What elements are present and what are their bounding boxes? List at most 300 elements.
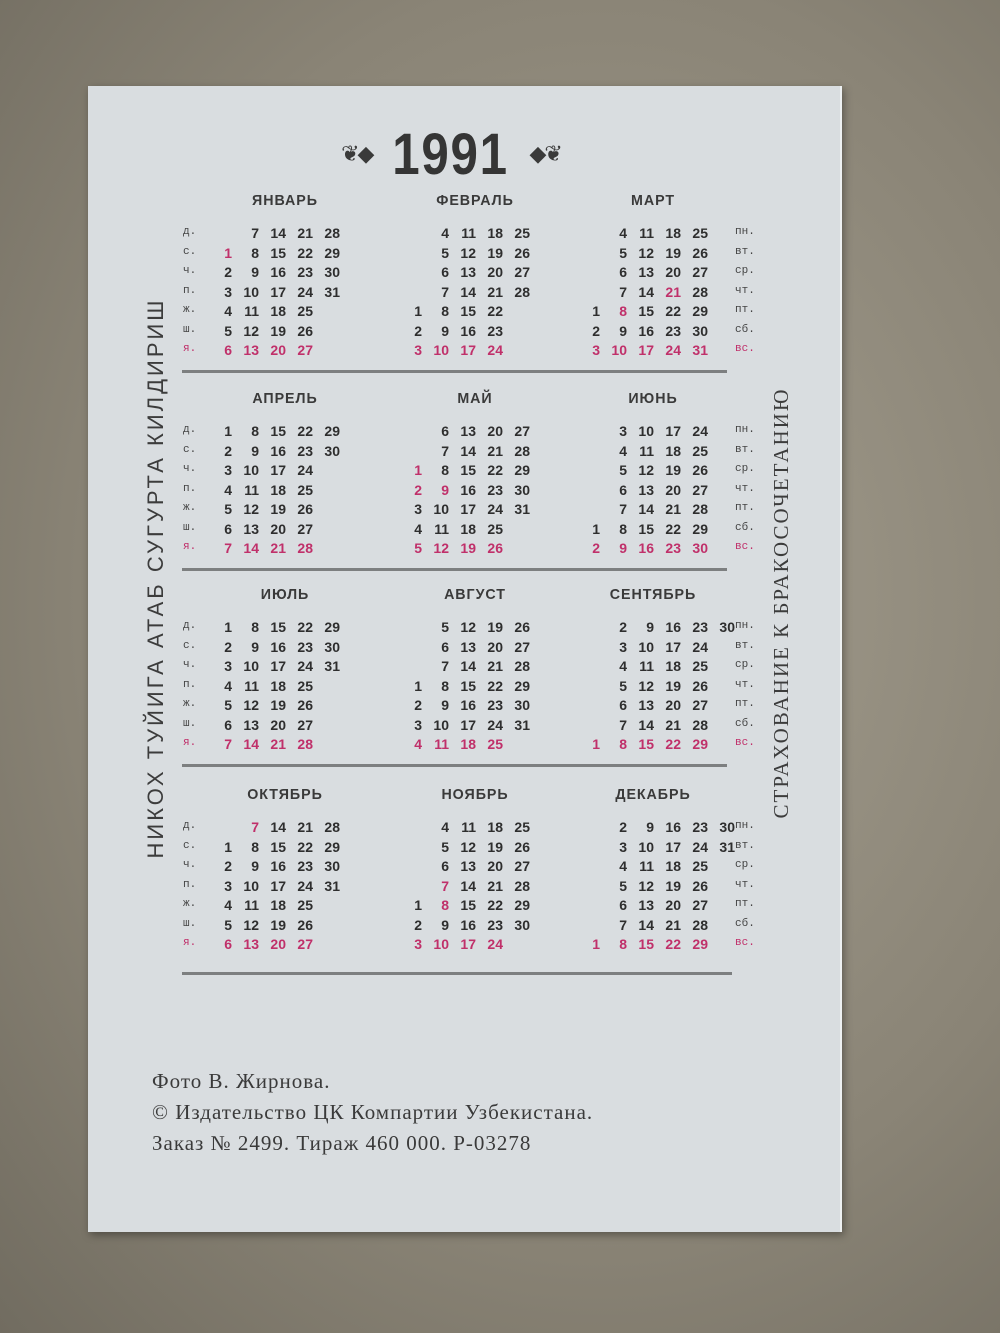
day-cell: 1 <box>224 244 232 261</box>
day-cell: 30 <box>324 858 340 874</box>
quarter-divider <box>182 370 727 373</box>
weekday-label: ч. <box>183 463 197 475</box>
weekday-label: вт. <box>735 245 755 258</box>
year-title: 1991 <box>392 121 510 187</box>
day-cell: 21 <box>665 283 681 300</box>
day-cell: 6 <box>224 342 232 358</box>
day-cell: 21 <box>487 658 503 674</box>
day-cell: 7 <box>224 540 232 556</box>
day-cell: 9 <box>646 619 654 635</box>
day-cell: 18 <box>665 225 681 241</box>
day-cell: 22 <box>297 619 313 635</box>
day-cell: 21 <box>665 916 681 933</box>
weekday-label: с. <box>183 245 197 258</box>
day-cell: 11 <box>639 442 654 459</box>
day-cell: 25 <box>487 520 503 537</box>
weekday-label: ш. <box>183 917 197 930</box>
weekday-label: вс. <box>735 937 755 949</box>
weekday-label: ср. <box>735 463 755 475</box>
day-cell: 3 <box>414 936 422 952</box>
day-cell: 10 <box>638 423 654 439</box>
day-cell: 19 <box>665 677 681 694</box>
day-cell: 15 <box>638 936 654 952</box>
day-cell: 26 <box>297 916 313 933</box>
weekday-label: ч. <box>183 859 197 871</box>
day-cell: 9 <box>646 819 654 835</box>
day-cell: 12 <box>638 677 654 694</box>
day-cell: 8 <box>619 520 627 537</box>
day-cell: 25 <box>514 819 530 835</box>
day-cell: 4 <box>441 819 449 835</box>
day-cell: 20 <box>270 936 286 952</box>
day-cell: 4 <box>414 520 422 537</box>
day-cell: 7 <box>619 916 627 933</box>
day-cell: 1 <box>592 520 600 537</box>
day-cell: 23 <box>297 264 313 280</box>
day-cell: 2 <box>592 322 600 339</box>
day-cell: 5 <box>619 677 627 694</box>
day-cell: 6 <box>441 264 449 280</box>
weekday-labels-ru <box>735 421 757 558</box>
day-cell: 2 <box>224 858 232 874</box>
day-cell: 13 <box>638 481 654 498</box>
day-cell: 7 <box>251 819 259 835</box>
day-cell: 9 <box>619 540 627 556</box>
day-cell: 25 <box>297 303 313 319</box>
day-cell: 10 <box>433 342 449 358</box>
day-cell: 5 <box>619 244 627 261</box>
day-cell: 10 <box>433 716 449 733</box>
day-cell: 18 <box>460 520 476 537</box>
day-cell: 15 <box>460 303 476 319</box>
order-line: Заказ № 2499. Тираж 460 000. Р-03278 <box>152 1131 532 1155</box>
day-cell: 19 <box>487 619 503 635</box>
month-block <box>400 190 550 358</box>
day-cell: 3 <box>224 462 232 478</box>
day-cell: 9 <box>441 481 449 498</box>
day-cell: 20 <box>665 481 681 498</box>
day-cell: 24 <box>297 283 313 300</box>
day-cell: 3 <box>224 658 232 674</box>
day-cell: 23 <box>665 322 681 339</box>
month-name: МАРТ <box>631 192 675 209</box>
weekday-label: ж. <box>183 502 197 514</box>
day-cell: 15 <box>270 423 286 439</box>
day-cell: 29 <box>324 838 340 855</box>
day-cell: 12 <box>460 838 476 855</box>
day-cell: 24 <box>487 716 503 733</box>
weekday-label: сб. <box>735 323 755 336</box>
day-cell: 11 <box>434 736 449 752</box>
day-cell: 5 <box>441 244 449 261</box>
day-cell: 12 <box>243 916 259 933</box>
day-cell: 15 <box>270 619 286 635</box>
day-cell: 3 <box>414 501 422 517</box>
day-cell: 11 <box>639 225 654 241</box>
day-cell: 3 <box>224 283 232 300</box>
day-cell: 30 <box>514 697 530 713</box>
day-cell: 18 <box>270 677 286 694</box>
day-cell: 17 <box>665 638 681 655</box>
day-cell: 26 <box>514 619 530 635</box>
weekday-label: чт. <box>735 878 755 891</box>
day-cell: 20 <box>270 520 286 537</box>
day-cell: 5 <box>224 501 232 517</box>
day-cell: 21 <box>270 736 286 752</box>
day-cell: 25 <box>692 442 708 459</box>
day-cell: 2 <box>224 638 232 655</box>
day-cell: 26 <box>692 244 708 261</box>
day-cell: 25 <box>514 225 530 241</box>
weekday-label: п. <box>183 482 197 495</box>
day-cell: 22 <box>665 936 681 952</box>
day-cell: 19 <box>270 916 286 933</box>
day-cell: 4 <box>414 736 422 752</box>
day-cell: 18 <box>270 303 286 319</box>
day-cell: 29 <box>514 897 530 913</box>
weekday-label: вт. <box>735 839 755 852</box>
day-cell: 16 <box>460 697 476 713</box>
month-block <box>578 388 728 556</box>
day-cell: 6 <box>619 897 627 913</box>
weekday-label: вс. <box>735 541 755 553</box>
day-cell: 22 <box>487 462 503 478</box>
day-cell: 21 <box>297 225 313 241</box>
day-cell: 28 <box>324 225 340 241</box>
day-cell: 31 <box>324 658 340 674</box>
day-cell: 14 <box>638 501 654 517</box>
day-cell: 25 <box>297 897 313 913</box>
day-cell: 16 <box>460 481 476 498</box>
weekday-label: чт. <box>735 678 755 691</box>
day-cell: 31 <box>692 342 708 358</box>
day-cell: 14 <box>460 877 476 894</box>
day-cell: 6 <box>619 481 627 498</box>
day-cell: 26 <box>297 501 313 517</box>
weekday-label: пт. <box>735 502 755 514</box>
day-cell: 15 <box>638 520 654 537</box>
weekday-labels-ru <box>735 817 757 954</box>
day-cell: 8 <box>441 462 449 478</box>
weekday-label: ср. <box>735 265 755 277</box>
day-cell: 6 <box>224 520 232 537</box>
day-cell: 5 <box>619 462 627 478</box>
weekday-label: п. <box>183 284 197 297</box>
day-cell: 11 <box>244 897 259 913</box>
day-cell: 9 <box>441 322 449 339</box>
month-block <box>210 784 360 952</box>
day-cell: 27 <box>692 697 708 713</box>
day-cell: 1 <box>592 736 600 752</box>
day-cell: 10 <box>243 658 259 674</box>
day-cell: 21 <box>270 540 286 556</box>
day-cell: 15 <box>460 897 476 913</box>
weekday-label: д. <box>183 620 197 632</box>
day-cell: 26 <box>692 877 708 894</box>
day-cell: 29 <box>514 677 530 694</box>
day-cell: 22 <box>487 897 503 913</box>
weekday-label: д. <box>183 424 197 436</box>
day-cell: 17 <box>460 342 476 358</box>
day-cell: 12 <box>638 877 654 894</box>
day-cell: 29 <box>514 462 530 478</box>
day-cell: 23 <box>487 916 503 933</box>
day-cell: 22 <box>487 303 503 319</box>
weekday-label: пн. <box>735 226 755 238</box>
day-cell: 15 <box>270 838 286 855</box>
day-cell: 22 <box>665 303 681 319</box>
day-cell: 27 <box>297 342 313 358</box>
day-cell: 11 <box>434 520 449 537</box>
day-cell: 15 <box>638 736 654 752</box>
day-cell: 20 <box>487 638 503 655</box>
day-cell: 7 <box>251 225 259 241</box>
day-cell: 26 <box>514 244 530 261</box>
month-block <box>578 190 728 358</box>
day-cell: 5 <box>224 697 232 713</box>
photo-credit: Фото В. Жирнова. <box>152 1069 331 1093</box>
side-caption-uzbek: НИКОХ ТУЙИГА АТАБ СУГУРТА КИЛДИРИШ <box>143 297 168 859</box>
publisher-line: © Издательство ЦК Компартии Узбекистана. <box>152 1100 594 1124</box>
day-cell: 4 <box>224 897 232 913</box>
day-cell: 7 <box>441 877 449 894</box>
day-cell: 10 <box>611 342 627 358</box>
day-cell: 20 <box>665 264 681 280</box>
day-cell: 27 <box>514 858 530 874</box>
ornament-left-icon: ❦◆ <box>341 141 373 166</box>
weekday-label: п. <box>183 878 197 891</box>
side-caption-russian: СТРАХОВАНИЕ К БРАКОСОЧЕТАНИЮ <box>769 387 793 819</box>
day-cell: 12 <box>243 697 259 713</box>
day-cell: 17 <box>460 936 476 952</box>
day-cell: 2 <box>414 481 422 498</box>
day-cell: 28 <box>692 916 708 933</box>
day-cell: 28 <box>692 501 708 517</box>
day-cell: 1 <box>224 619 232 635</box>
day-cell: 11 <box>461 225 476 241</box>
quarter-divider <box>182 764 727 767</box>
day-cell: 10 <box>638 638 654 655</box>
day-cell: 8 <box>619 936 627 952</box>
day-cell: 8 <box>441 677 449 694</box>
month-block <box>400 784 550 952</box>
weekday-label: чт. <box>735 482 755 495</box>
day-cell: 24 <box>665 342 681 358</box>
day-cell: 12 <box>243 322 259 339</box>
day-cell: 6 <box>441 858 449 874</box>
day-cell: 29 <box>692 520 708 537</box>
day-cell: 15 <box>460 677 476 694</box>
day-cell: 3 <box>224 877 232 894</box>
day-cell: 27 <box>297 520 313 537</box>
weekday-label: пт. <box>735 304 755 316</box>
day-cell: 31 <box>324 877 340 894</box>
weekday-label: д. <box>183 226 197 238</box>
weekday-label: ср. <box>735 659 755 671</box>
day-cell: 2 <box>224 264 232 280</box>
day-cell: 24 <box>297 877 313 894</box>
day-cell: 23 <box>692 619 708 635</box>
day-cell: 31 <box>514 716 530 733</box>
day-cell: 27 <box>514 264 530 280</box>
weekday-label: пн. <box>735 424 755 436</box>
day-cell: 1 <box>414 677 422 694</box>
day-cell: 20 <box>487 264 503 280</box>
day-cell: 7 <box>619 501 627 517</box>
day-cell: 30 <box>324 442 340 459</box>
day-cell: 21 <box>665 501 681 517</box>
day-cell: 11 <box>639 858 654 874</box>
day-cell: 1 <box>224 838 232 855</box>
day-cell: 20 <box>487 858 503 874</box>
day-cell: 11 <box>639 658 654 674</box>
day-cell: 20 <box>270 716 286 733</box>
day-cell: 26 <box>514 838 530 855</box>
day-cell: 20 <box>665 697 681 713</box>
day-cell: 18 <box>487 819 503 835</box>
day-cell: 8 <box>251 423 259 439</box>
day-cell: 16 <box>270 442 286 459</box>
weekday-label: с. <box>183 639 197 652</box>
weekday-labels-ru <box>735 223 757 360</box>
day-cell: 2 <box>414 697 422 713</box>
day-cell: 10 <box>433 936 449 952</box>
day-cell: 16 <box>638 322 654 339</box>
day-cell: 7 <box>619 716 627 733</box>
day-cell: 11 <box>244 481 259 498</box>
day-cell: 25 <box>692 658 708 674</box>
day-cell: 5 <box>414 540 422 556</box>
day-cell: 29 <box>692 736 708 752</box>
weekday-label: сб. <box>735 717 755 730</box>
weekday-label: ср. <box>735 859 755 871</box>
weekday-label: с. <box>183 839 197 852</box>
day-cell: 18 <box>665 442 681 459</box>
day-cell: 24 <box>692 638 708 655</box>
day-cell: 28 <box>692 283 708 300</box>
day-cell: 5 <box>224 322 232 339</box>
month-name: ЯНВАРЬ <box>252 192 318 209</box>
day-cell: 27 <box>514 638 530 655</box>
day-cell: 14 <box>243 736 259 752</box>
day-cell: 3 <box>619 838 627 855</box>
day-cell: 19 <box>487 244 503 261</box>
day-cell: 24 <box>487 342 503 358</box>
day-cell: 30 <box>514 916 530 933</box>
day-cell: 14 <box>460 442 476 459</box>
weekday-label: я. <box>183 343 197 355</box>
day-cell: 6 <box>619 697 627 713</box>
day-cell: 13 <box>460 264 476 280</box>
day-cell: 29 <box>324 423 340 439</box>
day-cell: 16 <box>460 322 476 339</box>
day-cell: 2 <box>619 619 627 635</box>
day-cell: 16 <box>270 858 286 874</box>
day-cell: 14 <box>638 916 654 933</box>
day-cell: 13 <box>460 638 476 655</box>
day-cell: 13 <box>243 342 259 358</box>
day-cell: 18 <box>270 481 286 498</box>
day-cell: 22 <box>297 838 313 855</box>
day-cell: 24 <box>297 462 313 478</box>
day-cell: 31 <box>514 501 530 517</box>
weekday-label: ж. <box>183 304 197 316</box>
day-cell: 29 <box>324 244 340 261</box>
day-cell: 11 <box>244 677 259 694</box>
day-cell: 20 <box>665 897 681 913</box>
day-cell: 23 <box>487 697 503 713</box>
day-cell: 6 <box>224 716 232 733</box>
day-cell: 21 <box>297 819 313 835</box>
day-cell: 30 <box>514 481 530 498</box>
day-cell: 9 <box>251 638 259 655</box>
day-cell: 6 <box>619 264 627 280</box>
day-cell: 21 <box>487 283 503 300</box>
day-cell: 29 <box>324 619 340 635</box>
day-cell: 30 <box>692 322 708 339</box>
quarter-divider <box>182 568 727 571</box>
day-cell: 31 <box>719 838 735 855</box>
day-cell: 1 <box>592 303 600 319</box>
weekday-label: вс. <box>735 343 755 355</box>
day-cell: 14 <box>460 658 476 674</box>
day-cell: 27 <box>692 897 708 913</box>
day-cell: 23 <box>487 481 503 498</box>
weekday-label: ш. <box>183 521 197 534</box>
month-block <box>210 190 360 358</box>
weekday-labels-ru <box>735 617 757 754</box>
day-cell: 13 <box>638 897 654 913</box>
day-cell: 14 <box>460 283 476 300</box>
weekday-label: я. <box>183 937 197 949</box>
day-cell: 23 <box>297 638 313 655</box>
day-cell: 24 <box>487 936 503 952</box>
day-cell: 13 <box>638 697 654 713</box>
day-cell: 1 <box>414 462 422 478</box>
day-cell: 10 <box>433 501 449 517</box>
day-cell: 23 <box>665 540 681 556</box>
day-cell: 15 <box>460 462 476 478</box>
day-cell: 17 <box>665 423 681 439</box>
day-cell: 11 <box>461 819 476 835</box>
day-cell: 5 <box>441 619 449 635</box>
day-cell: 27 <box>514 423 530 439</box>
day-cell: 16 <box>665 619 681 635</box>
day-cell: 4 <box>441 225 449 241</box>
day-cell: 18 <box>460 736 476 752</box>
month-name: ИЮНЬ <box>628 390 678 407</box>
day-cell: 3 <box>592 342 600 358</box>
day-cell: 9 <box>441 697 449 713</box>
day-cell: 30 <box>719 819 735 835</box>
day-cell: 1 <box>414 897 422 913</box>
day-cell: 29 <box>692 936 708 952</box>
day-cell: 12 <box>433 540 449 556</box>
weekday-label: ч. <box>183 659 197 671</box>
day-cell: 23 <box>297 442 313 459</box>
day-cell: 14 <box>270 819 286 835</box>
day-cell: 22 <box>487 677 503 694</box>
day-cell: 26 <box>692 677 708 694</box>
day-cell: 30 <box>324 264 340 280</box>
day-cell: 17 <box>665 838 681 855</box>
weekday-label: ш. <box>183 717 197 730</box>
day-cell: 19 <box>460 540 476 556</box>
day-cell: 3 <box>619 638 627 655</box>
day-cell: 28 <box>297 736 313 752</box>
weekday-label: вс. <box>735 737 755 749</box>
day-cell: 17 <box>270 877 286 894</box>
